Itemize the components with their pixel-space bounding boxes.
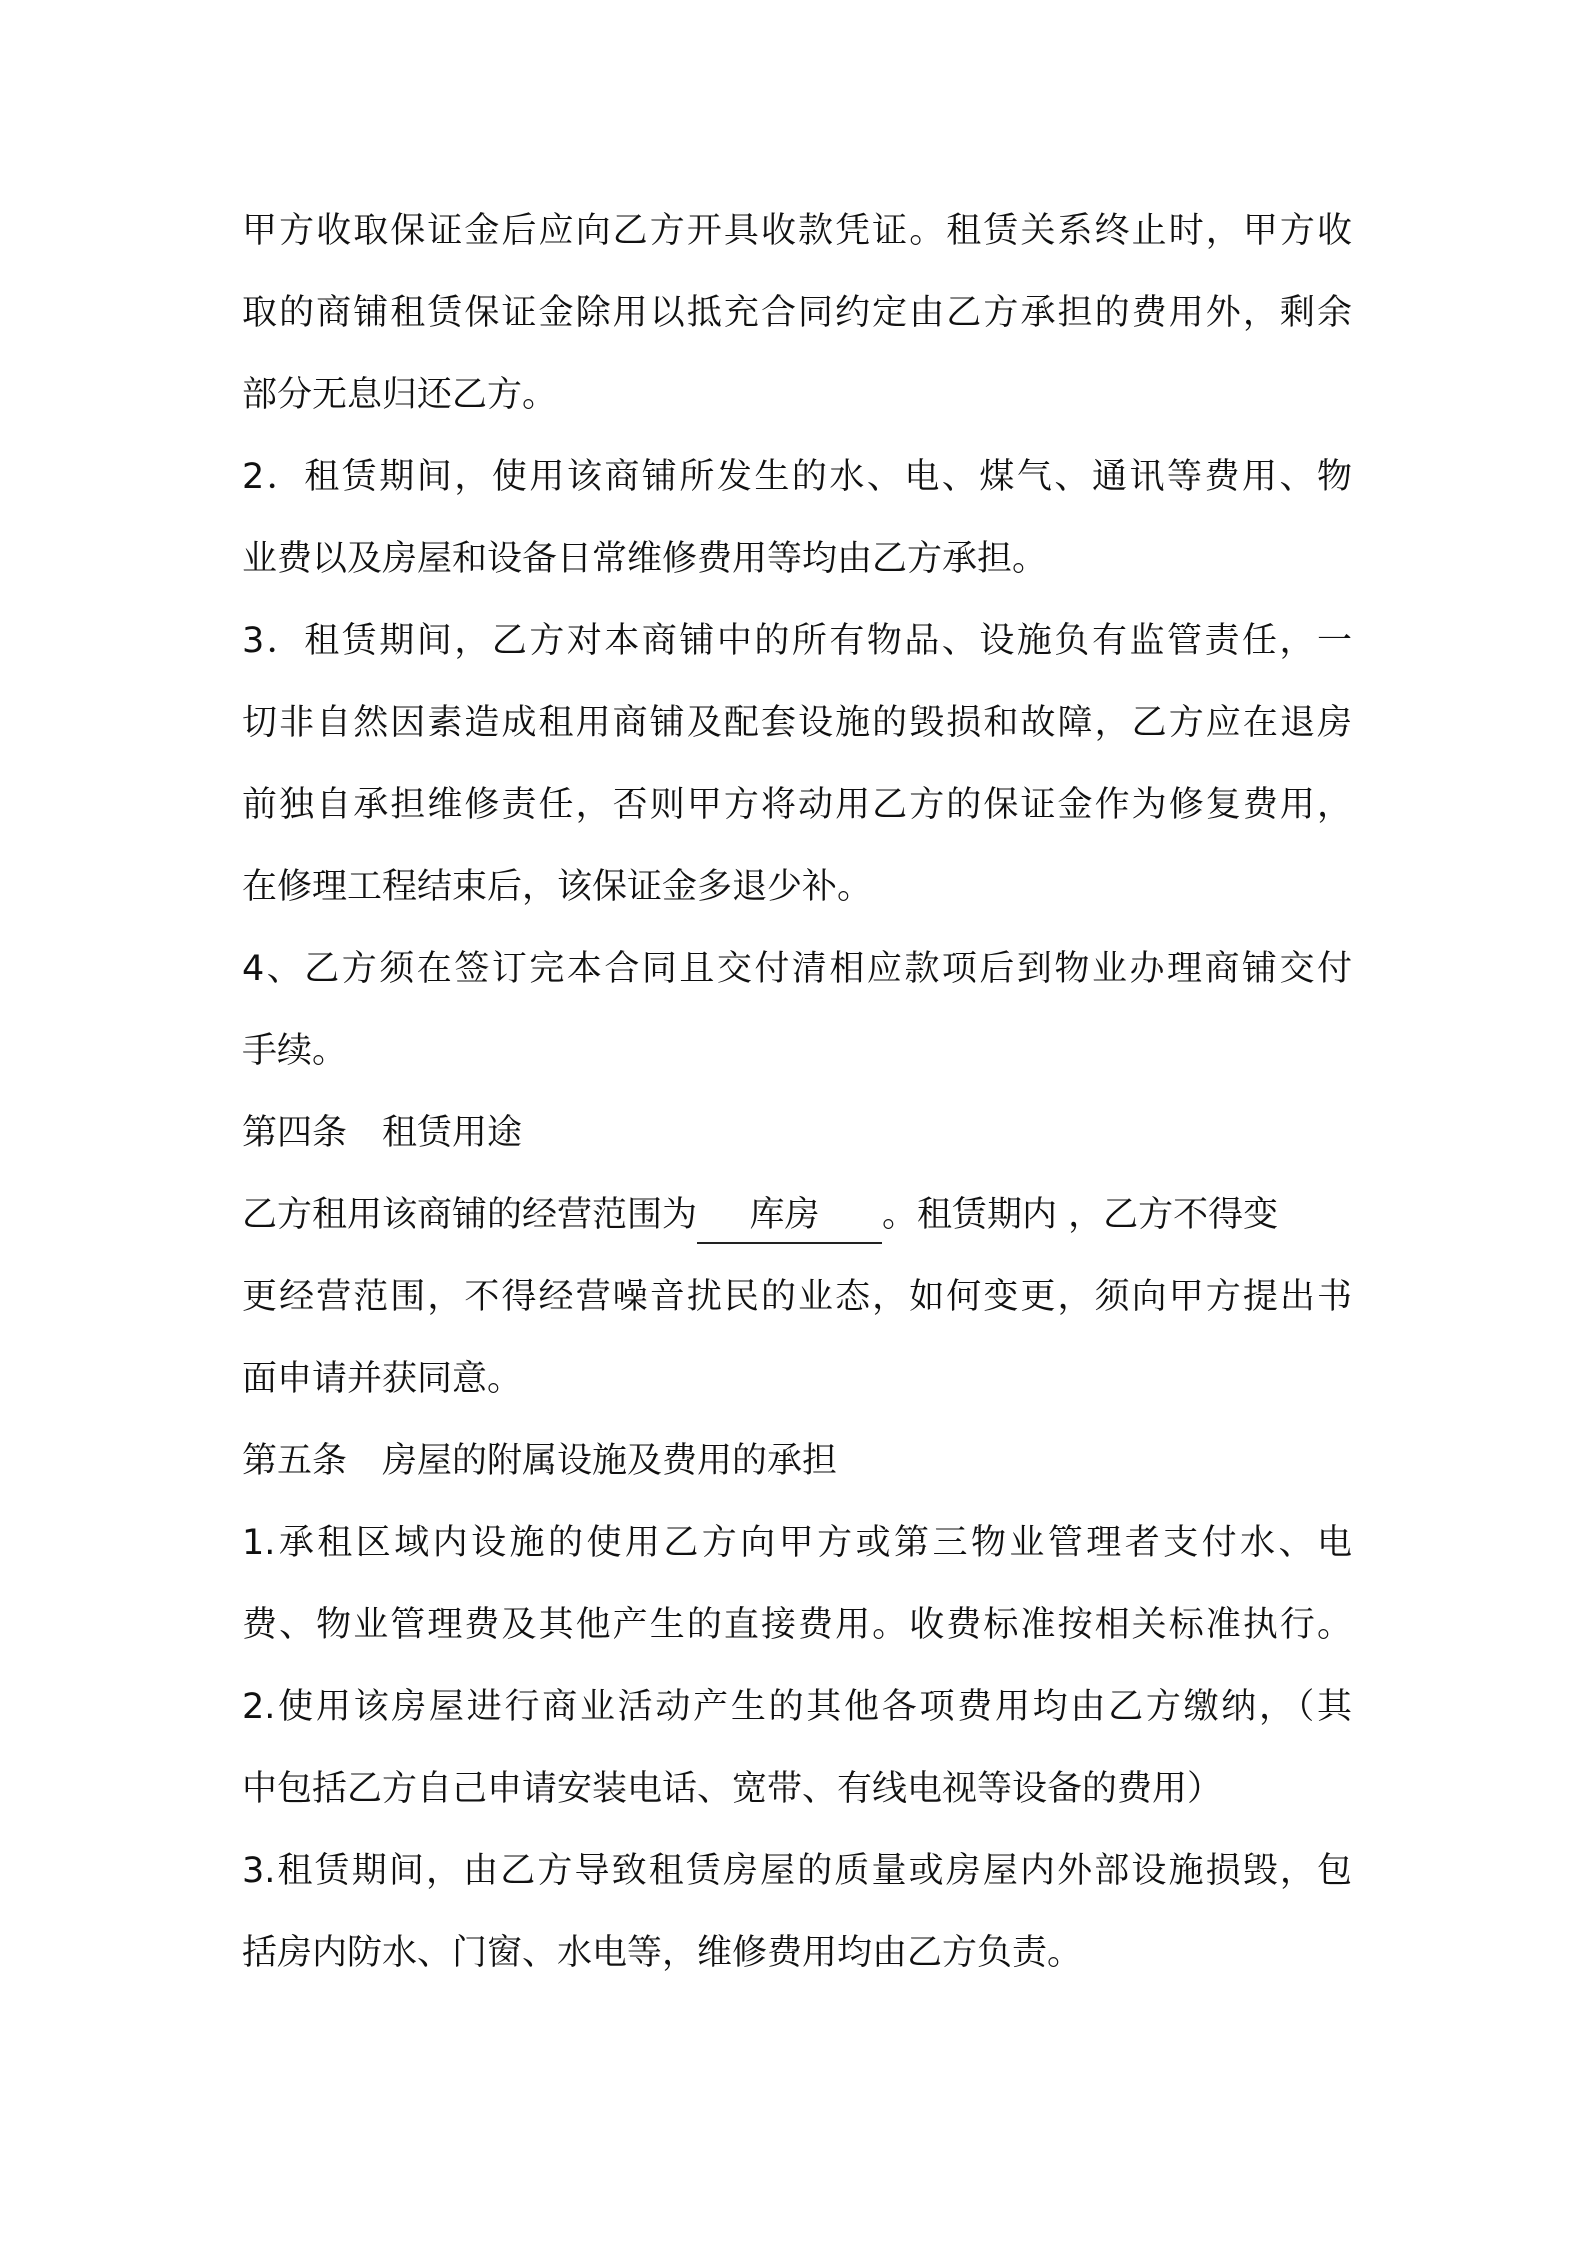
usage-scope-suffix: 。租赁期内 ，乙方不得变 <box>882 1195 1279 1235</box>
article-5-clause-3-line: 括房内防水、门窗、水电等，维修费用均由乙方负责。 <box>242 1933 1083 1973</box>
article-5-clause-2-line: 2.使用该房屋进行商业活动产生的其他各项费用均由乙方缴纳，（其 <box>242 1687 1352 1727</box>
contract-body <box>242 190 1352 1994</box>
article-4-heading: 第四条 租赁用途 <box>242 1113 523 1153</box>
usage-line: 更经营范围，不得经营噪音扰民的业态，如何变更，须向甲方提出书 <box>242 1277 1352 1317</box>
article-5-clause-1-line: 费、物业管理费及其他产生的直接费用。收费标准按相关标准执行。 <box>242 1605 1352 1645</box>
paragraph-line: 取的商铺租赁保证金除用以抵充合同约定由乙方承担的费用外，剩余 <box>242 293 1352 333</box>
paragraph-line: 部分无息归还乙方。 <box>242 375 558 415</box>
clause-3-line: 前独自承担维修责任，否则甲方将动用乙方的保证金作为修复费用， <box>242 785 1352 825</box>
article-5-clause-2-line: 中包括乙方自己申请安装电话、宽带、有线电视等设备的费用） <box>242 1769 1223 1809</box>
usage-scope-prefix: 乙方租用该商铺的经营范围为 <box>242 1195 698 1235</box>
article-5-clause-1-line: 1.承租区域内设施的使用乙方向甲方或第三物业管理者支付水、电 <box>242 1523 1352 1563</box>
article-5-heading: 第五条 房屋的附属设施及费用的承担 <box>242 1441 838 1481</box>
clause-2-line: 业费以及房屋和设备日常维修费用等均由乙方承担。 <box>242 539 1048 579</box>
clause-2-line: 2．租赁期间，使用该商铺所发生的水、电、煤气、通讯等费用、物 <box>242 457 1352 497</box>
usage-line: 面申请并获同意。 <box>242 1359 523 1399</box>
clause-4-line: 手续。 <box>242 1031 348 1071</box>
usage-scope-line <box>242 1174 1352 1256</box>
clause-3-line: 切非自然因素造成租用商铺及配套设施的毁损和故障，乙方应在退房 <box>242 703 1352 743</box>
clause-3-line: 3．租赁期间，乙方对本商铺中的所有物品、设施负有监管责任，一 <box>242 621 1352 661</box>
clause-3-line: 在修理工程结束后，该保证金多退少补。 <box>242 867 873 907</box>
article-5-clause-3-line: 3.租赁期间，由乙方导致租赁房屋的质量或房屋内外部设施损毁，包 <box>242 1851 1352 1891</box>
clause-4-line: 4、乙方须在签订完本合同且交付清相应款项后到物业办理商铺交付 <box>242 949 1352 989</box>
paragraph-line: 甲方收取保证金后应向乙方开具收款凭证。租赁关系终止时，甲方收 <box>242 211 1352 251</box>
usage-scope-blank: 库房 <box>697 1188 882 1244</box>
